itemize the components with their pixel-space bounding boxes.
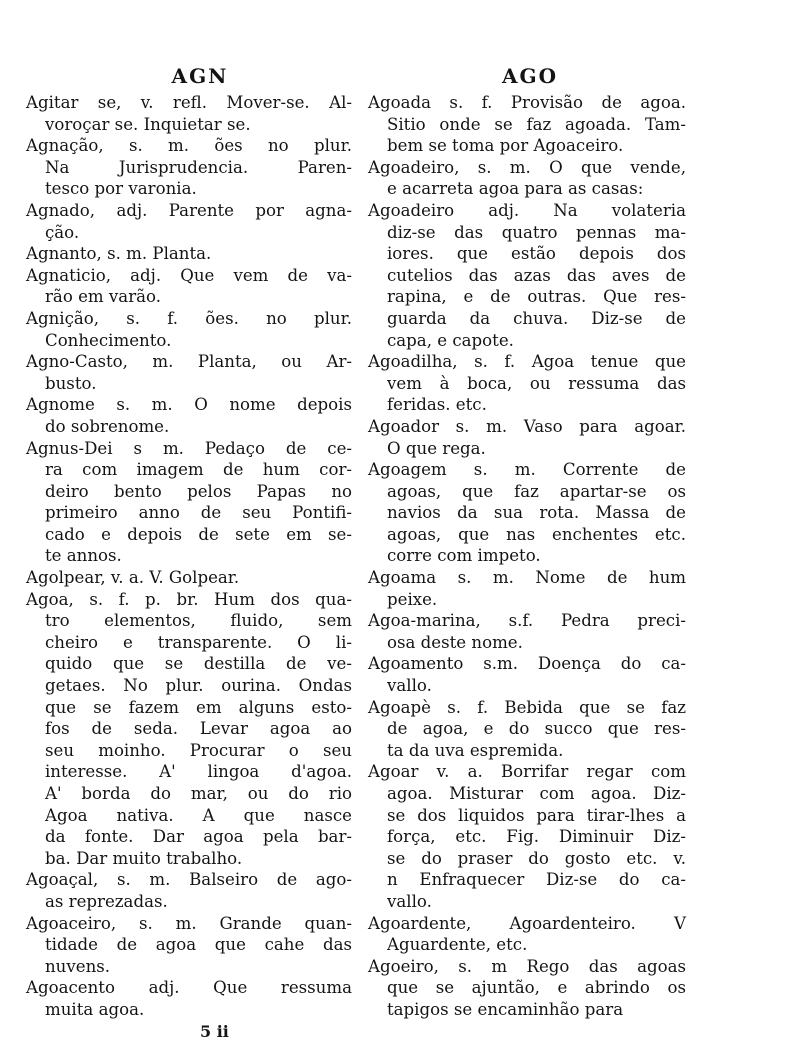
running-head-right: AGO [501, 64, 559, 88]
text-line: guarda da chuva. Diz-se de [387, 308, 686, 328]
text-line: tesco por varonia. [45, 179, 197, 199]
text-line: Agoama s. m. Nome de hum [368, 568, 686, 588]
text-line: tro elementos, fluido, sem [45, 611, 352, 631]
text-line: osa deste nome. [387, 632, 523, 652]
text-line: rapina, e de outras. Que res- [387, 287, 686, 307]
text-line: capa, e capote. [387, 330, 514, 350]
text-line: Agitar se, v. refl. Mover-se. Al- [26, 93, 352, 112]
text-line: ção. [45, 222, 80, 242]
text-line: que se fazem em alguns esto- [45, 697, 352, 717]
text-line: Sitio onde se faz agoada. Tam- [387, 114, 686, 134]
text-line: Aguardente, etc. [387, 935, 528, 955]
text-line: Agnome s. m. O nome depois [26, 395, 352, 415]
text-line: Conhecimento. [45, 330, 172, 350]
text-line: as reprezadas. [45, 891, 168, 911]
text-line: agoas, que nas enchentes etc. [387, 524, 686, 544]
text-line: Agoacento adj. Que ressuma [26, 978, 352, 998]
text-line: Agoaceiro, s. m. Grande quan- [26, 913, 352, 933]
text-line: busto. [45, 373, 97, 393]
text-line: agoa. Misturar com agoa. Diz- [387, 784, 686, 803]
text-line: Agnado, adj. Parente por agna- [26, 200, 352, 220]
text-line: Agno-Casto, m. Planta, ou Ar- [26, 352, 352, 372]
text-line: fos de seda. Levar agoa ao [45, 719, 352, 739]
left-column [26, 92, 352, 1021]
text-line: cheiro e transparente. O li- [45, 632, 352, 652]
text-line: cutelios das azas das aves de [387, 265, 686, 285]
text-line: Agoadeiro, s. m. O que vende, [368, 157, 686, 177]
text-line: Na Jurisprudencia. Paren- [45, 157, 352, 177]
text-line: Agoamento s.m. Doença do ca- [368, 654, 686, 674]
text-line: vem à boca, ou ressuma das [387, 373, 686, 393]
text-line: tidade de agoa que cahe das [45, 935, 352, 955]
text-line: se do praser do gosto etc. v. [387, 848, 686, 868]
text-line: da fonte. Dar agoa pela bar- [45, 827, 352, 847]
text-line: Agoagem s. m. Corrente de [368, 460, 686, 480]
text-line: Agoardente, Agoardenteiro. V [368, 913, 686, 933]
text-line: tapigos se encaminhão para [387, 999, 624, 1019]
text-line: peixe. [387, 589, 438, 609]
text-line: cado e depois de sete em se- [45, 524, 352, 544]
text-line: ta da uva espremida. [387, 740, 564, 760]
text-line: muita agoa. [45, 999, 145, 1019]
text-line: Agoadeiro adj. Na volateria [368, 200, 686, 220]
text-line: Agoadilha, s. f. Agoa tenue que [368, 352, 686, 372]
text-line: e acarreta agoa para as casas: [387, 179, 644, 199]
text-line: primeiro anno de seu Pontifi- [45, 503, 352, 523]
text-line: Agoeiro, s. m Rego das agoas [368, 956, 686, 976]
text-line: vallo. [387, 676, 432, 696]
text-line: Agoar v. a. Borrifar regar com [368, 762, 686, 782]
text-line: Agnaticio, adj. Que vem de va- [26, 265, 352, 285]
text-line: se dos liquidos para tirar-lhes a [387, 805, 686, 825]
text-line: do sobrenome. [45, 416, 170, 436]
text-line: Agoa, s. f. p. br. Hum dos qua- [26, 589, 352, 609]
text-line: te annos. [45, 546, 122, 566]
text-line: deiro bento pelos Papas no [45, 481, 352, 501]
text-line: navios da sua rota. Massa de [387, 503, 686, 523]
text-line: Agnanto, s. m. Planta. [26, 244, 212, 264]
text-line: Agolpear, v. a. V. Golpear. [26, 568, 240, 588]
text-line: ba. Dar muito trabalho. [45, 848, 243, 868]
text-line: bem se toma por Agoaceiro. [387, 136, 624, 156]
text-line: quido que se destilla de ve- [45, 654, 352, 674]
text-line: Agoapè s. f. Bebida que se faz [368, 697, 686, 717]
text-line: vallo. [387, 891, 432, 911]
text-line: de agoa, e do succo que res- [387, 719, 686, 739]
signature-mark: 5 ii [200, 1022, 229, 1041]
text-line: diz-se das quatro pennas ma- [387, 222, 686, 242]
text-line: Agoador s. m. Vaso para agoar. [368, 416, 686, 436]
text-line: Agnação, s. m. ões no plur. [26, 136, 352, 156]
running-head-left: AGN [171, 64, 229, 88]
text-line: iores. que estão depois dos [387, 244, 686, 264]
text-line: n Enfraquecer Diz-se do ca- [387, 870, 686, 890]
text-line: voroçar se. Inquietar se. [45, 114, 251, 134]
text-line: rão em varão. [45, 287, 161, 307]
text-line: A' borda do mar, ou do rio [45, 784, 352, 803]
right-column [368, 92, 686, 1021]
text-line: Agnus-Dei s m. Pedaço de ce- [26, 438, 352, 458]
text-line: interesse. A' lingoa d'agoa. [45, 762, 352, 782]
text-line: Agoada s. f. Provisão de agoa. [368, 93, 686, 112]
text-line: Agoaçal, s. m. Balseiro de ago- [26, 870, 352, 890]
text-line: nuvens. [45, 956, 111, 976]
text-line: corre com impeto. [387, 546, 541, 566]
text-line: que se ajuntão, e abrindo os [387, 978, 686, 998]
text-line: O que rega. [387, 438, 486, 458]
text-line: Agoa nativa. A que nasce [45, 805, 352, 825]
text-line: Agnição, s. f. ões. no plur. [26, 308, 352, 328]
text-line: força, etc. Fig. Diminuir Diz- [387, 827, 686, 847]
text-line: agoas, que faz apartar-se os [387, 481, 686, 501]
text-line: seu moinho. Procurar o seu [45, 740, 352, 760]
text-line: feridas. etc. [387, 395, 487, 415]
text-line: getaes. No plur. ourina. Ondas [45, 676, 352, 696]
text-line: Agoa-marina, s.f. Pedra preci- [368, 611, 686, 631]
text-line: ra com imagem de hum cor- [45, 460, 352, 480]
